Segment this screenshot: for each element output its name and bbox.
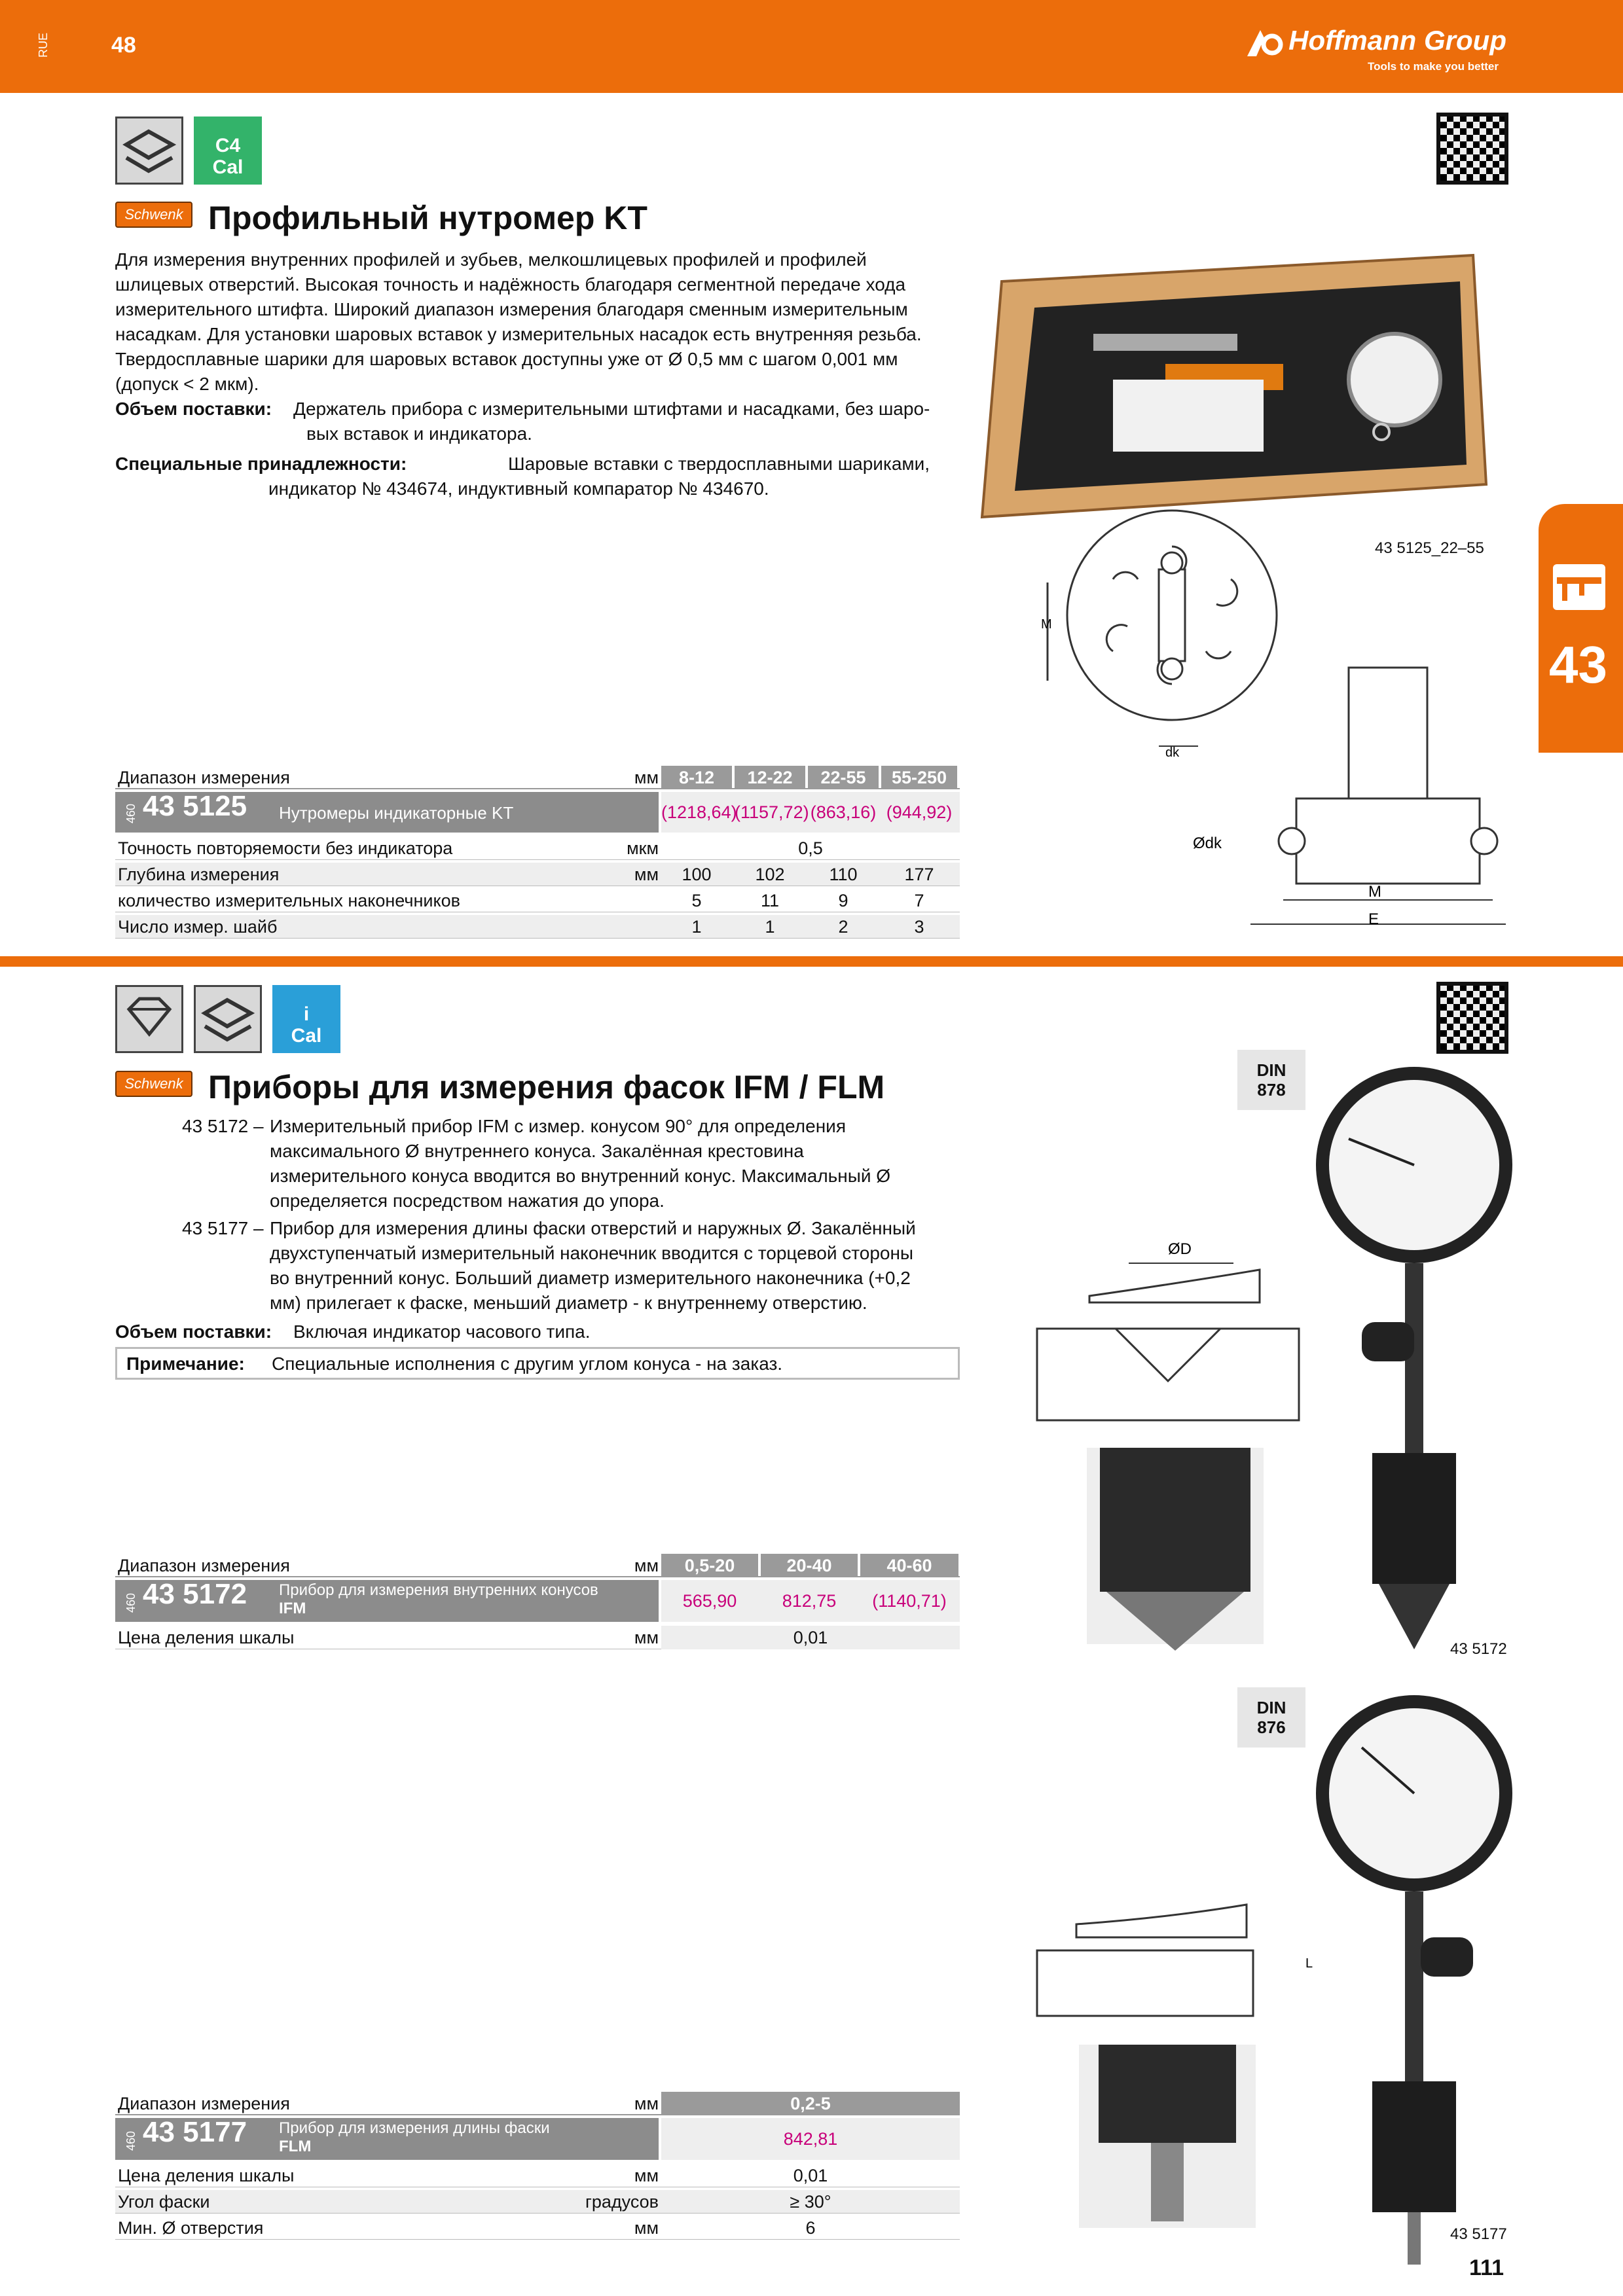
din-badge	[1237, 1050, 1305, 1110]
item-line: измерительного конуса вводится во внутренний конус. Максимальный Ø	[270, 1166, 891, 1186]
article-description	[279, 1581, 598, 1618]
photo-caption: 43 5177	[1450, 2225, 1507, 2243]
row-unit: мм	[634, 2166, 659, 2185]
spec-table-435177	[115, 2092, 960, 2242]
article-description	[279, 2119, 550, 2156]
note-text: Специальные исполнения с другим углом конуса - на заказ.	[272, 1354, 783, 1374]
table-row	[115, 889, 960, 912]
row-label: Точность повторяемости без индикатора	[118, 838, 453, 858]
dial-gauge-ifm-photo	[1309, 1060, 1519, 1649]
dimension-m-label: M	[1041, 617, 1052, 632]
row-label: Число измер. шайб	[118, 917, 278, 937]
range-col-2: 20-40	[761, 1554, 858, 1577]
knurled-tip-photo	[1087, 1448, 1264, 1644]
item-code: 43 5177 –	[182, 1218, 264, 1238]
scope-label: Объем поставки:	[115, 1321, 272, 1342]
scope-label: Объем поставки:	[115, 399, 272, 419]
item-line: определяется посредством нажатия до упора.	[270, 1191, 665, 1211]
product-title: Профильный нутромер KT	[208, 200, 647, 236]
hoffmann-logo-icon	[1245, 26, 1283, 59]
table-header-row	[115, 1554, 960, 1577]
cal-badge-line1: C4	[215, 135, 241, 156]
calibration-badge	[272, 985, 340, 1053]
row-value: 9	[838, 891, 848, 910]
row-value: 1	[765, 917, 775, 937]
row-unit: мм	[634, 865, 659, 884]
row-value: 0,01	[661, 1626, 960, 1649]
row-value: 0,5	[798, 838, 823, 858]
cal-badge-line2: Cal	[291, 1025, 322, 1047]
item-line: мм) прилегает к фаске, меньший диаметр - к внутреннему отверстию.	[270, 1293, 867, 1313]
row-value: 7	[914, 891, 924, 910]
profile-gauge-icon	[115, 117, 183, 185]
article-row[interactable]	[115, 2118, 659, 2160]
qr-code-icon[interactable]	[1436, 113, 1508, 185]
item-description	[270, 1216, 977, 1316]
article-prefix: 460	[124, 1592, 137, 1613]
range-col-1: 0,5-20	[661, 1554, 758, 1577]
din-label: DIN	[1256, 1060, 1286, 1080]
row-value: 110	[829, 865, 858, 884]
scope-text	[293, 397, 974, 446]
diamond-icon	[115, 985, 183, 1053]
cone-drawing	[1037, 1230, 1312, 1427]
range-label: Диапазон измерения	[118, 2094, 290, 2113]
din-label: DIN	[1256, 1698, 1286, 1717]
range-col-3: 22-55	[808, 766, 879, 789]
scope-line: Держатель прибора с измерительными штифтами и насадками, без шаро-	[293, 399, 930, 419]
chapter-tab	[1539, 504, 1623, 753]
price-3: (1140,71)	[872, 1591, 947, 1611]
region-label: RUE	[37, 33, 50, 58]
table-row	[115, 915, 960, 939]
price-2: (1157,72)	[735, 802, 809, 822]
row-label: Угол фаски	[118, 2192, 210, 2212]
description-line: Твердосплавные шарики для шаровых вставок доступны уже от Ø 0,5 мм с шагом 0,001 мм	[115, 349, 898, 369]
schwenk-logo: Schwenk	[115, 202, 192, 228]
note-box	[115, 1347, 960, 1380]
accessories-line: индикатор № 434674, индуктивный компаратор № 434670.	[268, 478, 769, 499]
note-label: Примечание:	[126, 1354, 245, 1374]
brand-tagline: Tools to make you better	[1368, 60, 1499, 73]
price-1: 842,81	[783, 2129, 838, 2149]
description-line: Для измерения внутренних профилей и зубьев, мелкошлицевых профилей и профилей	[115, 249, 867, 270]
range-unit: мм	[634, 2094, 659, 2113]
description-line: измерительного штифта. Широкий диапазон измерения благодаря сменным измерительным	[115, 299, 908, 319]
range-label: Диапазон измерения	[118, 1556, 290, 1575]
dimension-odk-label: Ødk	[1193, 834, 1222, 852]
row-label: Глубина измерения	[118, 865, 280, 884]
range-col-3: 40-60	[860, 1554, 958, 1577]
scope-text: Включая индикатор часового типа.	[293, 1321, 591, 1342]
range-label: Диапазон измерения	[118, 768, 290, 787]
row-value: 5	[691, 891, 702, 910]
item-code: 43 5172 –	[182, 1116, 264, 1136]
section-divider	[0, 956, 1623, 967]
table-header-row	[115, 2092, 960, 2115]
table-row	[115, 2164, 960, 2187]
row-value: 0,01	[793, 2166, 828, 2185]
dimension-e-label: E	[1368, 910, 1379, 928]
row-value: 177	[904, 865, 934, 884]
row-value: 102	[755, 865, 785, 884]
table-row	[115, 836, 960, 860]
item-line: Прибор для измерения длины фаски отверстий и наружных Ø. Закалённый	[270, 1218, 916, 1238]
table-row	[115, 2216, 960, 2240]
profile-gauge-icon	[194, 985, 262, 1053]
range-unit: мм	[634, 1556, 659, 1575]
range-col-1: 8-12	[661, 766, 732, 789]
cal-badge-line1: i	[303, 1003, 310, 1025]
calibration-badge	[194, 117, 262, 185]
item-line: максимального Ø внутреннего конуса. Закалённая крестовина	[270, 1141, 804, 1161]
accessories-label: Специальные принадлежности:	[115, 454, 407, 474]
spec-table-435125	[115, 766, 960, 942]
article-description-line2: FLM	[279, 2138, 312, 2155]
row-value: 11	[760, 891, 780, 910]
row-unit: мм	[634, 1628, 659, 1647]
photo-caption: 43 5125_22–55	[1375, 539, 1484, 557]
qr-code-icon[interactable]	[1436, 982, 1508, 1054]
price-row	[661, 792, 960, 833]
din-number: 878	[1257, 1080, 1286, 1100]
article-description-line1: Прибор для измерения внутренних конусов	[279, 1581, 598, 1599]
item-line: Измерительный прибор IFM с измер. конусом 90° для определения	[270, 1116, 846, 1136]
price-row	[661, 2118, 960, 2160]
table-row	[115, 2190, 960, 2214]
header-bar	[0, 0, 1623, 93]
row-value: 3	[914, 917, 924, 937]
range-col-2: 12-22	[735, 766, 805, 789]
article-prefix: 460	[124, 2130, 137, 2151]
price-2: 812,75	[782, 1591, 837, 1611]
scope-line: вых вставок и индикатора.	[306, 423, 532, 444]
price-row	[661, 1580, 960, 1622]
row-label: Цена деления шкалы	[118, 2166, 295, 2185]
range-col-4: 55-250	[881, 766, 957, 789]
brand-name: Hoffmann Group	[1288, 25, 1506, 56]
caliper-icon	[1553, 564, 1605, 610]
product-title: Приборы для измерения фасок IFM / FLM	[208, 1069, 885, 1105]
row-unit: мкм	[627, 838, 659, 858]
table-row	[115, 1626, 960, 1649]
item-line: двухступенчатый измерительный наконечник вводится с торцевой стороны	[270, 1243, 914, 1263]
article-number[interactable]: 43 5172	[143, 1578, 247, 1610]
table-header-row	[115, 766, 960, 789]
article-number[interactable]: 43 5125	[143, 790, 247, 822]
price-1: (1218,64)	[661, 802, 737, 822]
accessories-text	[268, 452, 976, 501]
article-row[interactable]	[115, 792, 659, 833]
dial-gauge-flm-photo	[1309, 1689, 1519, 2265]
catalog-page-number: 48	[111, 33, 136, 58]
row-label: количество измерительных наконечников	[118, 891, 460, 910]
price-1: 565,90	[682, 1591, 737, 1611]
photo-caption: 43 5172	[1450, 1640, 1507, 1658]
row-unit: мм	[634, 2218, 659, 2238]
article-row[interactable]	[115, 1580, 659, 1622]
row-value: 1	[691, 917, 702, 937]
price-4: (944,92)	[886, 802, 953, 822]
article-description-line1: Прибор для измерения длины фаски	[279, 2119, 550, 2137]
row-label: Цена деления шкалы	[118, 1628, 295, 1647]
item-line: во внутренний конус. Больший диаметр измерительного наконечника (+0,2	[270, 1268, 911, 1288]
dimension-dk-label: dk	[1165, 745, 1180, 760]
article-prefix: 460	[124, 803, 137, 823]
article-description-line2: IFM	[279, 1600, 306, 1617]
row-value: ≥ 30°	[790, 2192, 831, 2212]
table-row	[115, 863, 960, 886]
row-value: 100	[682, 865, 712, 884]
chamfer-tip-photo	[1079, 2045, 1256, 2228]
page-number: 111	[1469, 2255, 1504, 2280]
dimension-od-label: ØD	[1168, 1240, 1192, 1258]
description-line: насадкам. Для установки шаровых вставок у измерительных насадок есть внутренняя резьба.	[115, 324, 922, 344]
product-photo-case	[976, 236, 1499, 524]
article-description: Нутромеры индикаторные KT	[279, 803, 514, 823]
article-number[interactable]: 43 5177	[143, 2116, 247, 2148]
accessories-line: Шаровые вставки с твердосплавными шариками,	[508, 454, 930, 474]
din-badge	[1237, 1687, 1305, 1748]
din-number: 876	[1257, 1717, 1286, 1737]
row-value: 2	[838, 917, 848, 937]
row-label: Мин. Ø отверстия	[118, 2218, 264, 2238]
schwenk-logo: Schwenk	[115, 1071, 192, 1097]
description-line: (допуск < 2 мкм).	[115, 374, 259, 394]
dimension-m2-label: M	[1368, 883, 1381, 901]
technical-drawing	[1041, 524, 1525, 949]
description-line: шлицевых отверстий. Высокая точность и надёжность благодаря сегментной передаче хода	[115, 274, 906, 295]
dimension-l-label: L	[1305, 1956, 1313, 1971]
row-unit: градусов	[585, 2192, 659, 2212]
chamfer-drawing	[1037, 1898, 1312, 2016]
row-value: 6	[805, 2218, 816, 2238]
chapter-number: 43	[1549, 636, 1607, 694]
spec-table-435172	[115, 1554, 960, 1652]
range-unit: мм	[634, 768, 659, 787]
price-3: (863,16)	[810, 802, 877, 822]
item-description	[270, 1114, 977, 1213]
cal-badge-line2: Cal	[212, 156, 244, 178]
range-col-1: 0,2-5	[661, 2092, 960, 2115]
product-description	[115, 247, 966, 397]
